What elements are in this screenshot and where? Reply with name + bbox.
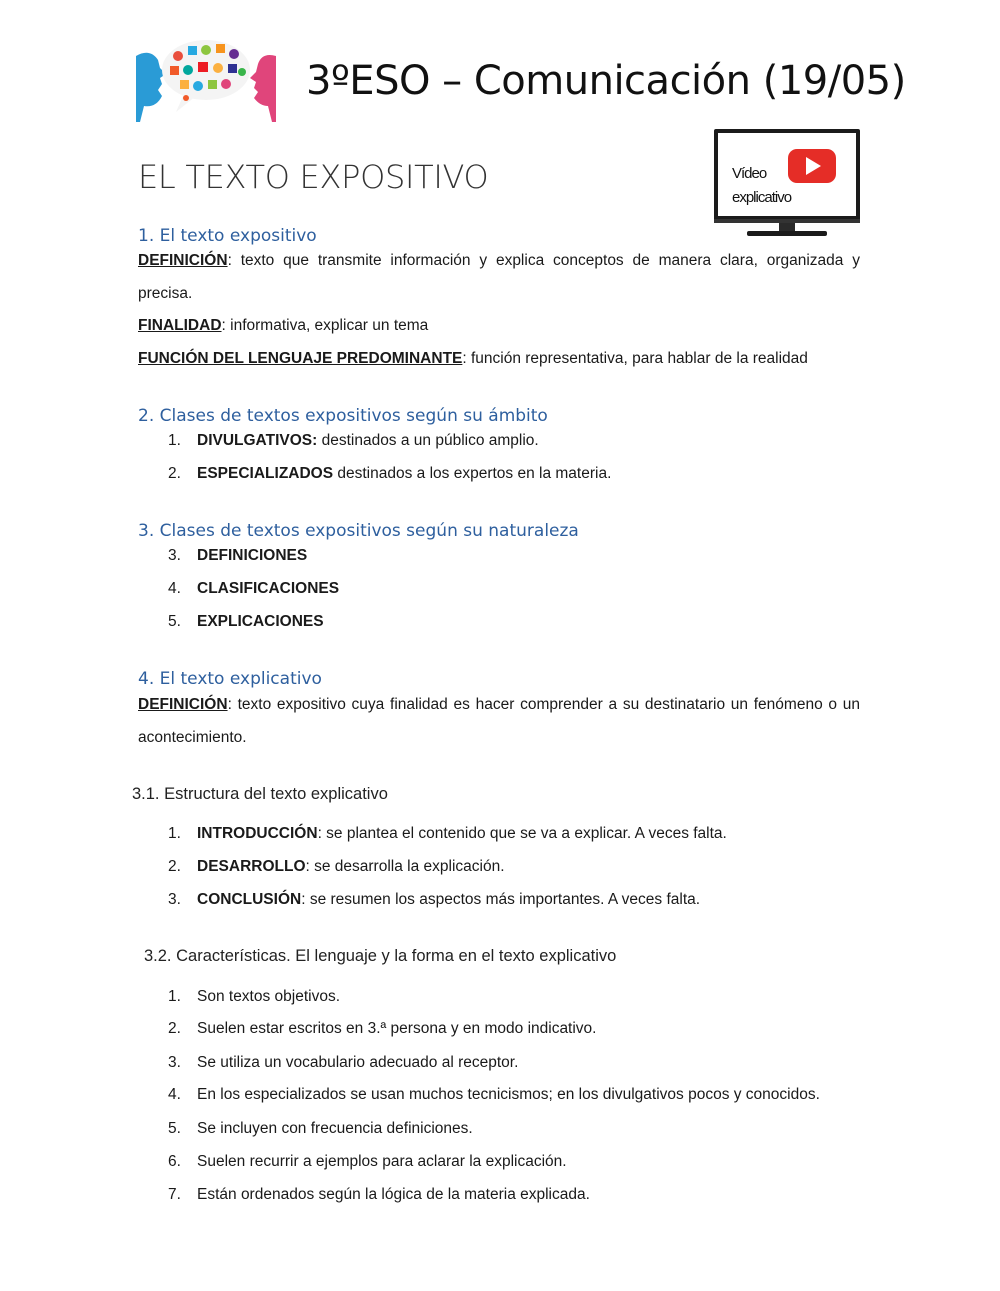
section1-heading: 1. El texto expositivo <box>138 226 317 246</box>
list-item-bold: DESARROLLO <box>197 858 306 875</box>
list-item-text: Suelen recurrir a ejemplos para aclarar la explicación. <box>197 1153 567 1170</box>
section4-definition <box>138 688 860 754</box>
section3-heading: 3. Clases de textos expositivos según su naturaleza <box>138 521 579 541</box>
list-number: 4. <box>168 580 181 597</box>
list-item <box>168 891 700 909</box>
definition-text: : texto que transmite información y explica conceptos de manera clara, organizada y precisa. <box>138 252 860 302</box>
finalidad-term: FINALIDAD <box>138 317 222 334</box>
list-number: 3. <box>168 891 181 908</box>
list-number: 3. <box>168 547 181 564</box>
list-number: 2. <box>168 1020 181 1037</box>
list-number: 5. <box>168 1120 181 1137</box>
main-heading: EL TEXTO EXPOSITIVO <box>138 158 489 196</box>
list-item <box>168 988 340 1006</box>
list-item <box>168 825 727 843</box>
list-item-bold: ESPECIALIZADOS <box>197 465 334 482</box>
list-item <box>168 613 324 631</box>
page-title: 3ºESO – Comunicación (19/05) <box>306 58 906 104</box>
list-item <box>168 1086 820 1104</box>
list-item <box>168 1020 597 1038</box>
definition-text: : texto expositivo cuya finalidad es hacer comprender a su destinatario un fenómeno o un acontecimiento. <box>138 696 860 746</box>
video-label-line2: explicativo <box>732 189 792 206</box>
list-item-text: : se plantea el contenido que se va a explicar. A veces falta. <box>317 825 727 842</box>
list-item <box>168 1186 590 1204</box>
list-number: 2. <box>168 465 181 482</box>
list-item-text: Son textos objetivos. <box>197 988 341 1005</box>
list-item-bold: CONCLUSIÓN <box>197 891 302 908</box>
list-item-bold: EXPLICACIONES <box>197 613 324 630</box>
list-item <box>168 1120 473 1138</box>
section2-heading: 2. Clases de textos expositivos según su ámbito <box>138 406 548 426</box>
list-item <box>168 858 505 876</box>
list-item-text: : se desarrolla la explicación. <box>305 858 505 875</box>
list-item-bold: DEFINICIONES <box>197 547 308 564</box>
list-item <box>168 547 307 565</box>
list-item-text: Suelen estar escritos en 3.ª persona y en modo indicativo. <box>197 1020 597 1037</box>
list-item <box>168 1153 567 1171</box>
list-number: 5. <box>168 613 181 630</box>
list-item-text: En los especializados se usan muchos tecnicismos; en los divulgativos pocos y conocidos. <box>197 1086 820 1103</box>
list-item-text: destinados a los expertos en la materia. <box>333 465 612 482</box>
definition-term: DEFINICIÓN <box>138 696 228 713</box>
list-item-text: Están ordenados según la lógica de la materia explicada. <box>197 1186 590 1203</box>
section1-definition <box>138 244 860 310</box>
list-item <box>168 580 339 598</box>
list-number: 4. <box>168 1086 181 1103</box>
funcion-text: : función representativa, para hablar de la realidad <box>462 350 808 367</box>
definition-term: DEFINICIÓN <box>138 252 228 269</box>
video-label <box>732 162 791 210</box>
youtube-play-icon <box>788 149 836 183</box>
section1-funcion <box>138 350 808 368</box>
list-item <box>168 465 611 483</box>
list-number: 1. <box>168 825 181 842</box>
list-item-text: Se incluyen con frecuencia definiciones. <box>197 1120 473 1137</box>
section4-heading: 4. El texto explicativo <box>138 669 322 689</box>
list-number: 7. <box>168 1186 181 1203</box>
funcion-term: FUNCIÓN DEL LENGUAJE PREDOMINANTE <box>138 350 463 367</box>
subsection32-heading: 3.2. Características. El lenguaje y la forma en el texto explicativo <box>144 947 617 965</box>
list-item-bold: INTRODUCCIÓN <box>197 825 318 842</box>
video-label-line1: Vídeo <box>732 165 767 182</box>
list-item-bold: DIVULGATIVOS: <box>197 432 318 449</box>
list-number: 3. <box>168 1054 181 1071</box>
list-item <box>168 1054 518 1072</box>
list-item-bold: CLASIFICACIONES <box>197 580 340 597</box>
list-item-text: Se utiliza un vocabulario adecuado al receptor. <box>197 1054 519 1071</box>
list-number: 1. <box>168 432 181 449</box>
list-item-text: destinados a un público amplio. <box>317 432 539 449</box>
list-number: 1. <box>168 988 181 1005</box>
list-number: 2. <box>168 858 181 875</box>
finalidad-text: : informativa, explicar un tema <box>221 317 429 334</box>
list-item <box>168 432 539 450</box>
speech-bubble-faces-icon <box>136 34 276 124</box>
logo <box>136 34 276 124</box>
list-item-text: : se resumen los aspectos más importantes. A veces falta. <box>301 891 701 908</box>
section1-finalidad <box>138 317 428 335</box>
subsection31-heading: 3.1. Estructura del texto explicativo <box>132 785 388 803</box>
list-number: 6. <box>168 1153 181 1170</box>
